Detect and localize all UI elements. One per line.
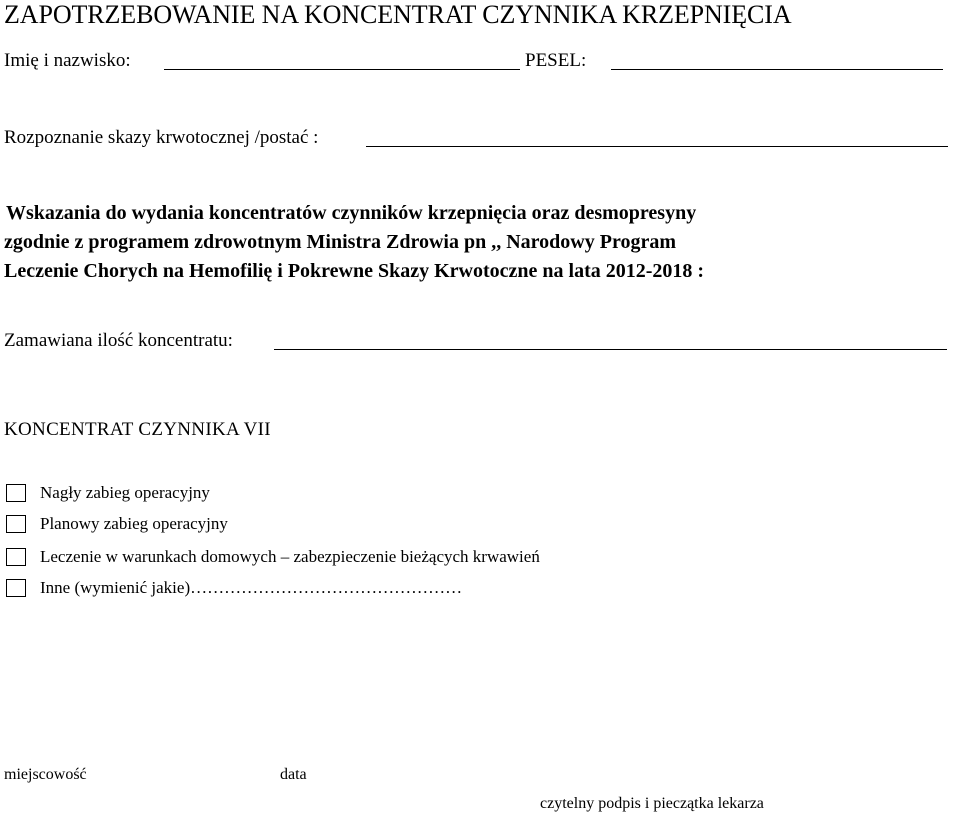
date-label: data — [280, 766, 307, 783]
option-home-treatment[interactable] — [6, 545, 540, 569]
checkbox[interactable] — [6, 515, 26, 533]
option-label: Nagły zabieg operacyjny — [40, 483, 210, 502]
quantity-label: Zamawiana ilość koncentratu: — [4, 330, 233, 351]
pesel-label: PESEL: — [525, 50, 587, 71]
diagnosis-label: Rozpoznanie skazy krwotocznej /postać : — [4, 127, 319, 148]
option-label: Inne (wymienić jakie)………………………………………… — [40, 578, 463, 597]
option-planned-surgery[interactable] — [6, 512, 228, 536]
option-label: Planowy zabieg operacyjny — [40, 514, 228, 533]
checkbox[interactable] — [6, 579, 26, 597]
checkbox[interactable] — [6, 548, 26, 566]
checkbox[interactable] — [6, 484, 26, 502]
indications-line-1: Wskazania do wydania koncentratów czynników krzepnięcia oraz desmopresyny — [6, 202, 697, 224]
indications-line-2: zgodnie z programem zdrowotnym Ministra Zdrowia pn ,, Narodowy Program — [4, 231, 677, 253]
document-title: ZAPOTRZEBOWANIE NA KONCENTRAT CZYNNIKA KRZEPNIĘCIA — [4, 0, 792, 29]
name-field[interactable] — [164, 69, 520, 70]
signature-label: czytelny podpis i pieczątka lekarza — [540, 795, 764, 812]
name-label: Imię i nazwisko: — [4, 50, 131, 71]
indications-line-3: Leczenie Chorych na Hemofilię i Pokrewne Skazy Krwotoczne na lata 2012-2018 : — [4, 260, 705, 282]
option-other[interactable] — [6, 576, 462, 600]
option-urgent-surgery[interactable] — [6, 481, 210, 505]
quantity-field[interactable] — [274, 349, 947, 350]
section-title: KONCENTRAT CZYNNIKA VII — [4, 419, 271, 440]
indications-text — [6, 199, 951, 286]
option-label: Leczenie w warunkach domowych – zabezpieczenie bieżących krwawień — [40, 547, 540, 566]
pesel-field[interactable] — [611, 69, 943, 70]
diagnosis-field[interactable] — [366, 146, 948, 147]
place-label: miejscowość — [4, 766, 87, 783]
